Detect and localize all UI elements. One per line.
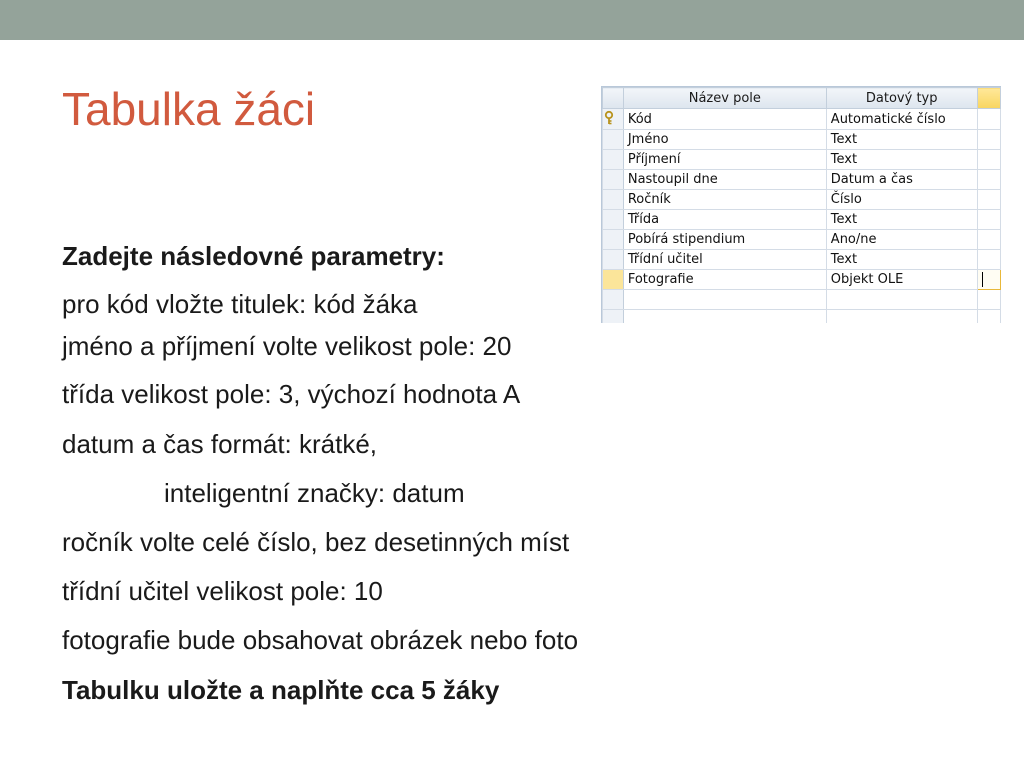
description-cell[interactable] xyxy=(977,310,1000,324)
text-line-5: datum a čas formát: krátké, xyxy=(62,429,378,459)
description-cell[interactable] xyxy=(977,290,1000,310)
description-cell[interactable] xyxy=(977,250,1000,270)
row-selector[interactable] xyxy=(603,230,624,250)
description-cell[interactable] xyxy=(977,109,1000,130)
text-line-10: Tabulku uložte a naplňte cca 5 žáky xyxy=(62,675,500,705)
data-type-cell[interactable]: Text xyxy=(826,150,977,170)
field-name-cell[interactable]: Třídní učitel xyxy=(623,250,826,270)
table-row[interactable] xyxy=(603,130,1001,150)
column-header-field-name[interactable]: Název pole xyxy=(623,88,826,109)
field-name-cell[interactable]: Třída xyxy=(623,210,826,230)
row-selector[interactable] xyxy=(603,210,624,230)
field-name-cell[interactable]: Ročník xyxy=(623,190,826,210)
row-selector[interactable] xyxy=(603,150,624,170)
table-row-empty[interactable] xyxy=(603,290,1001,310)
field-name-cell[interactable] xyxy=(623,290,826,310)
row-selector[interactable] xyxy=(603,130,624,150)
text-line-4: třída velikost pole: 3, výchozí hodnota A xyxy=(62,379,521,409)
row-selector[interactable] xyxy=(603,190,624,210)
description-input[interactable] xyxy=(977,270,1000,290)
table-row[interactable] xyxy=(603,210,1001,230)
text-line-9: fotografie bude obsahovat obrázek nebo foto xyxy=(62,625,579,655)
field-name-cell[interactable] xyxy=(623,310,826,324)
text-line-1: Zadejte následovné parametry: xyxy=(62,241,445,271)
data-type-cell[interactable]: Text xyxy=(826,250,977,270)
description-cell[interactable] xyxy=(977,150,1000,170)
field-name-cell[interactable]: Kód xyxy=(623,109,826,130)
row-selector-current[interactable] xyxy=(603,270,624,290)
table-row[interactable] xyxy=(603,109,1001,130)
top-band xyxy=(0,0,1024,40)
description-cell[interactable] xyxy=(977,230,1000,250)
data-type-cell[interactable]: Datum a čas xyxy=(826,170,977,190)
row-selector[interactable] xyxy=(603,250,624,270)
field-name-cell[interactable]: Jméno xyxy=(623,130,826,150)
table-row-current[interactable] xyxy=(603,270,1001,290)
table-row[interactable] xyxy=(603,150,1001,170)
text-line-7: ročník volte celé číslo, bez desetinných míst xyxy=(62,527,570,557)
field-name-cell[interactable]: Fotografie xyxy=(623,270,826,290)
text-line-2: pro kód vložte titulek: kód žáka xyxy=(62,289,418,319)
table-row[interactable] xyxy=(603,230,1001,250)
table-row[interactable] xyxy=(603,250,1001,270)
slide-title: Tabulka žáci xyxy=(62,83,316,135)
row-selector-header[interactable] xyxy=(603,88,624,109)
row-selector[interactable] xyxy=(603,310,624,324)
table-row-empty[interactable] xyxy=(603,310,1001,324)
text-caret xyxy=(982,272,983,287)
key-icon xyxy=(603,110,619,126)
row-selector[interactable] xyxy=(603,290,624,310)
field-design-table xyxy=(601,86,1001,323)
column-header-description[interactable] xyxy=(977,88,1000,109)
data-type-cell[interactable]: Ano/ne xyxy=(826,230,977,250)
table-row[interactable] xyxy=(603,190,1001,210)
data-type-cell[interactable]: Objekt OLE xyxy=(826,270,977,290)
data-type-cell[interactable] xyxy=(826,290,977,310)
description-cell[interactable] xyxy=(977,190,1000,210)
field-name-cell[interactable]: Pobírá stipendium xyxy=(623,230,826,250)
data-type-cell[interactable]: Číslo xyxy=(826,190,977,210)
description-cell[interactable] xyxy=(977,130,1000,150)
row-selector[interactable] xyxy=(603,170,624,190)
text-line-3: jméno a příjmení volte velikost pole: 20 xyxy=(62,331,512,361)
table-row[interactable] xyxy=(603,170,1001,190)
data-type-cell[interactable]: Text xyxy=(826,210,977,230)
column-header-data-type[interactable]: Datový typ xyxy=(826,88,977,109)
field-name-cell[interactable]: Příjmení xyxy=(623,150,826,170)
row-selector[interactable] xyxy=(603,109,624,130)
data-type-cell[interactable] xyxy=(826,310,977,324)
description-cell[interactable] xyxy=(977,210,1000,230)
data-type-cell[interactable]: Automatické číslo xyxy=(826,109,977,130)
text-line-6: inteligentní značky: datum xyxy=(164,478,465,508)
text-line-8: třídní učitel velikost pole: 10 xyxy=(62,576,383,606)
description-cell[interactable] xyxy=(977,170,1000,190)
data-type-cell[interactable]: Text xyxy=(826,130,977,150)
field-name-cell[interactable]: Nastoupil dne xyxy=(623,170,826,190)
